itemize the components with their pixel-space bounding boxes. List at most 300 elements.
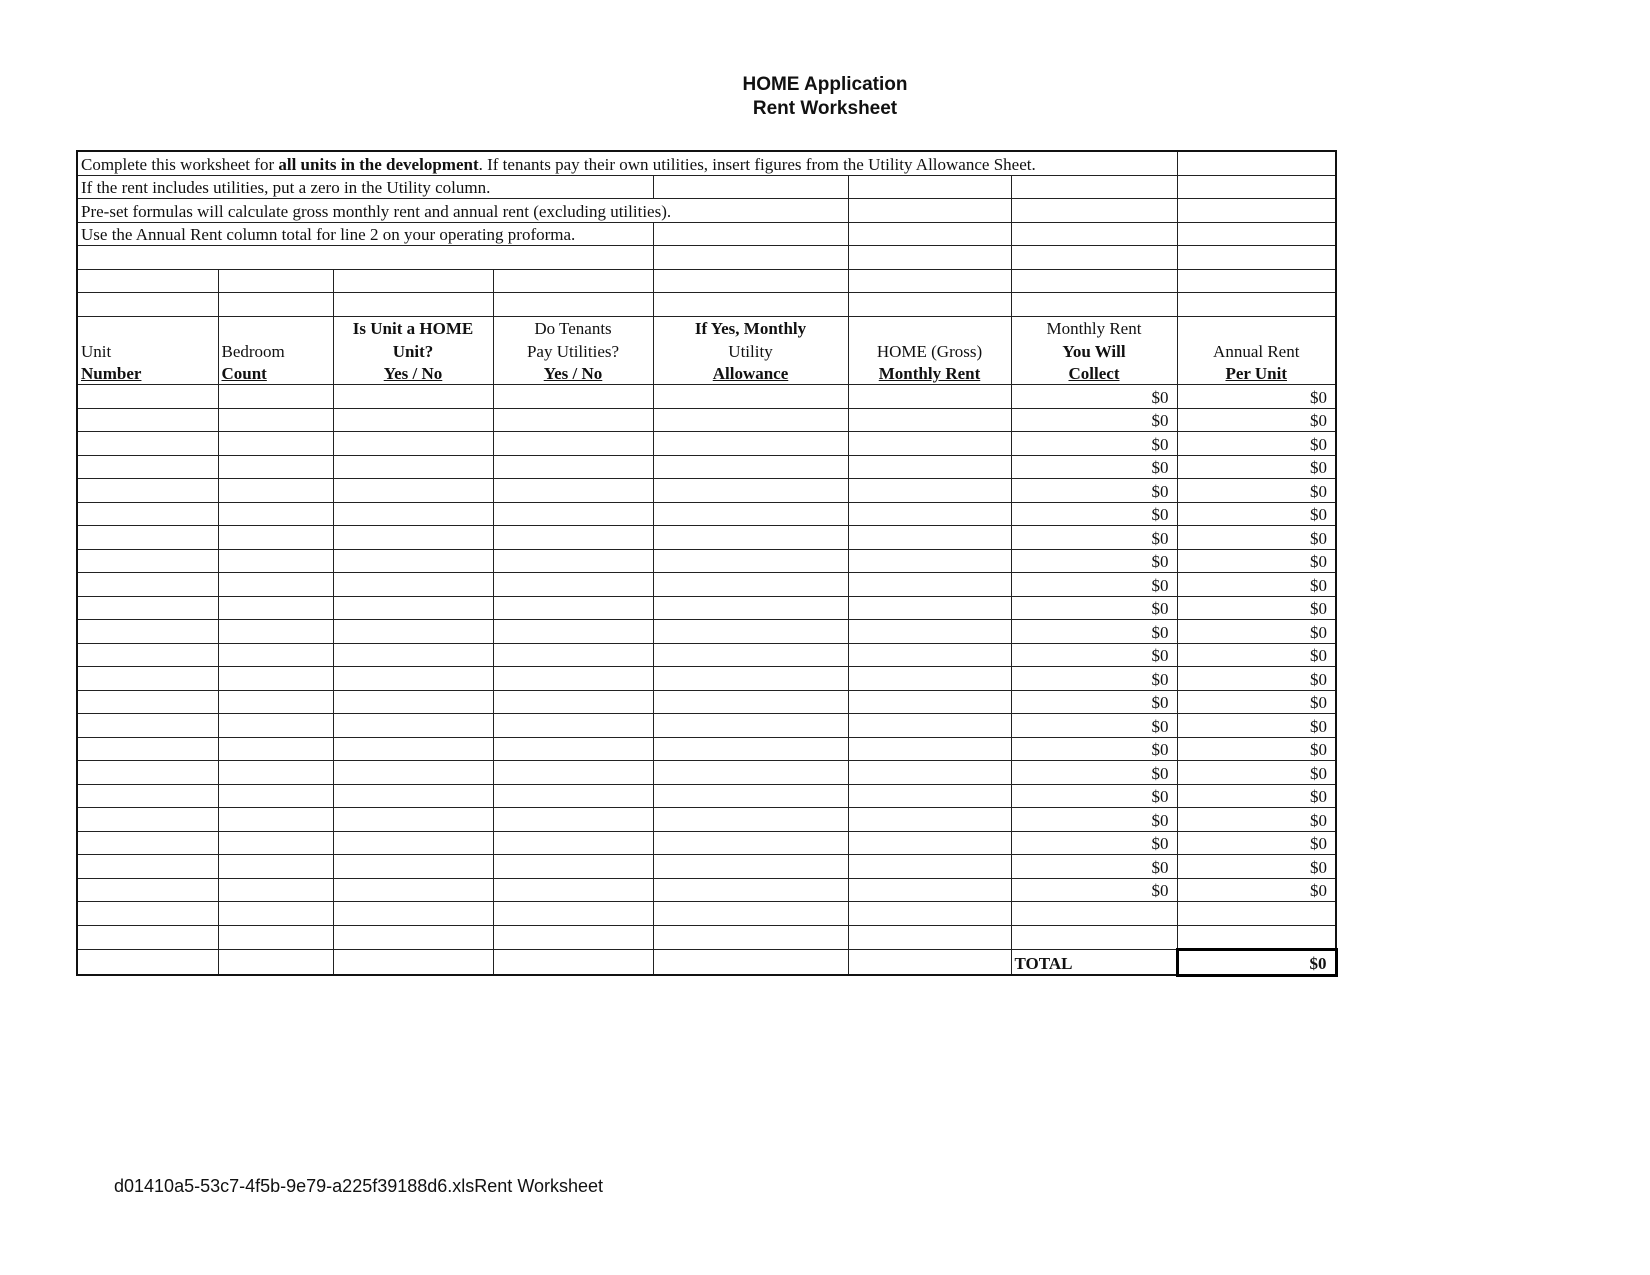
cell[interactable] xyxy=(848,199,1011,223)
annual-rent-cell: $0 xyxy=(1177,408,1336,432)
cell[interactable] xyxy=(1177,246,1336,270)
monthly-rent-collect-cell: $0 xyxy=(1011,690,1177,714)
header-tenants-l3: Yes / No xyxy=(493,362,653,385)
table-row xyxy=(77,784,1336,808)
input-cell[interactable] xyxy=(77,667,218,691)
monthly-rent-collect-cell: $0 xyxy=(1011,808,1177,832)
header-cell xyxy=(848,316,1011,339)
input-cell[interactable] xyxy=(333,385,493,409)
annual-rent-cell: $0 xyxy=(1177,526,1336,550)
input-cell[interactable] xyxy=(333,408,493,432)
input-cell[interactable] xyxy=(333,784,493,808)
header-annual-l3: Per Unit xyxy=(1177,362,1336,385)
input-cell[interactable] xyxy=(653,737,848,761)
header-annual-l2: Annual Rent xyxy=(1177,339,1336,362)
input-cell[interactable] xyxy=(493,596,653,620)
header-tenants-l1: Do Tenants xyxy=(493,316,653,339)
cell[interactable] xyxy=(1177,269,1336,293)
monthly-rent-collect-cell: $0 xyxy=(1011,479,1177,503)
monthly-rent-collect-cell: $0 xyxy=(1011,761,1177,785)
cell[interactable] xyxy=(333,269,493,293)
input-cell[interactable] xyxy=(493,502,653,526)
total-row xyxy=(77,950,1336,976)
table-row xyxy=(77,385,1336,409)
header-row-1 xyxy=(77,316,1336,339)
cell[interactable] xyxy=(493,950,653,976)
input-cell[interactable] xyxy=(218,385,333,409)
input-cell[interactable] xyxy=(653,643,848,667)
rent-worksheet-table xyxy=(76,150,1338,977)
input-cell[interactable] xyxy=(493,385,653,409)
monthly-rent-collect-cell: $0 xyxy=(1011,549,1177,573)
input-cell[interactable] xyxy=(333,502,493,526)
data-rows xyxy=(77,385,1336,902)
annual-rent-cell: $0 xyxy=(1177,831,1336,855)
input-cell[interactable] xyxy=(77,784,218,808)
cell[interactable] xyxy=(218,925,333,950)
header-gross-l2: HOME (Gross) xyxy=(848,339,1011,362)
table-row xyxy=(77,620,1336,644)
table-row xyxy=(77,761,1336,785)
header-utility-l1: If Yes, Monthly xyxy=(653,316,848,339)
input-cell[interactable] xyxy=(653,690,848,714)
input-cell[interactable] xyxy=(848,643,1011,667)
annual-rent-cell: $0 xyxy=(1177,432,1336,456)
annual-rent-cell: $0 xyxy=(1177,878,1336,902)
cell[interactable] xyxy=(77,293,218,317)
input-cell[interactable] xyxy=(333,831,493,855)
cell[interactable] xyxy=(1177,293,1336,317)
input-cell[interactable] xyxy=(653,808,848,832)
input-cell[interactable] xyxy=(77,526,218,550)
input-cell[interactable] xyxy=(77,761,218,785)
input-cell[interactable] xyxy=(77,831,218,855)
cell[interactable] xyxy=(333,950,493,976)
annual-rent-cell: $0 xyxy=(1177,502,1336,526)
blank-row xyxy=(77,246,1336,270)
cell[interactable] xyxy=(1011,269,1177,293)
input-cell[interactable] xyxy=(493,408,653,432)
header-utility-l2: Utility xyxy=(653,339,848,362)
input-cell[interactable] xyxy=(333,573,493,597)
annual-rent-cell: $0 xyxy=(1177,714,1336,738)
monthly-rent-collect-cell: $0 xyxy=(1011,432,1177,456)
input-cell[interactable] xyxy=(493,831,653,855)
header-home-unit-l3: Yes / No xyxy=(333,362,493,385)
table-row xyxy=(77,808,1336,832)
input-cell[interactable] xyxy=(848,408,1011,432)
input-cell[interactable] xyxy=(493,761,653,785)
instruction-line-1: Complete this worksheet for all units in the development. If tenants pay their own utilities, insert figures from the Utility Allowance Sheet. xyxy=(77,151,1177,175)
input-cell[interactable] xyxy=(333,761,493,785)
input-cell[interactable] xyxy=(218,526,333,550)
input-cell[interactable] xyxy=(493,455,653,479)
input-cell[interactable] xyxy=(653,620,848,644)
input-cell[interactable] xyxy=(653,455,848,479)
input-cell[interactable] xyxy=(848,878,1011,902)
input-cell[interactable] xyxy=(493,643,653,667)
cell[interactable] xyxy=(1177,151,1336,175)
input-cell[interactable] xyxy=(848,455,1011,479)
monthly-rent-collect-cell: $0 xyxy=(1011,667,1177,691)
input-cell[interactable] xyxy=(218,502,333,526)
input-cell[interactable] xyxy=(333,549,493,573)
input-cell[interactable] xyxy=(848,831,1011,855)
table-row xyxy=(77,667,1336,691)
cell[interactable] xyxy=(77,902,218,926)
instruction-row-4 xyxy=(77,222,1336,246)
total-label: TOTAL xyxy=(1011,950,1177,976)
input-cell[interactable] xyxy=(493,855,653,879)
header-collect-l3: Collect xyxy=(1011,362,1177,385)
input-cell[interactable] xyxy=(77,596,218,620)
annual-rent-cell: $0 xyxy=(1177,737,1336,761)
monthly-rent-collect-cell: $0 xyxy=(1011,596,1177,620)
input-cell[interactable] xyxy=(653,502,848,526)
input-cell[interactable] xyxy=(848,502,1011,526)
cell[interactable] xyxy=(653,246,848,270)
cell[interactable] xyxy=(848,222,1011,246)
cell[interactable] xyxy=(493,902,653,926)
input-cell[interactable] xyxy=(333,620,493,644)
header-row-2 xyxy=(77,339,1336,362)
table-row xyxy=(77,526,1336,550)
annual-rent-cell: $0 xyxy=(1177,855,1336,879)
cell[interactable] xyxy=(1011,175,1177,199)
cell[interactable] xyxy=(1011,246,1177,270)
cell[interactable] xyxy=(1011,925,1177,950)
file-footer: d01410a5-53c7-4f5b-9e79-a225f39188d6.xlsRent Worksheet xyxy=(114,1176,604,1196)
monthly-rent-collect-cell: $0 xyxy=(1011,502,1177,526)
annual-rent-cell: $0 xyxy=(1177,455,1336,479)
input-cell[interactable] xyxy=(77,432,218,456)
input-cell[interactable] xyxy=(848,596,1011,620)
annual-rent-cell: $0 xyxy=(1177,479,1336,503)
header-collect-l1: Monthly Rent xyxy=(1011,316,1177,339)
monthly-rent-collect-cell: $0 xyxy=(1011,714,1177,738)
input-cell[interactable] xyxy=(77,855,218,879)
input-cell[interactable] xyxy=(333,455,493,479)
table-row xyxy=(77,596,1336,620)
cell[interactable] xyxy=(218,902,333,926)
input-cell[interactable] xyxy=(333,855,493,879)
cell[interactable] xyxy=(1177,175,1336,199)
input-cell[interactable] xyxy=(493,432,653,456)
cell[interactable] xyxy=(848,175,1011,199)
blank-row xyxy=(77,269,1336,293)
table-row xyxy=(77,432,1336,456)
input-cell[interactable] xyxy=(333,526,493,550)
input-cell[interactable] xyxy=(218,761,333,785)
instruction-row-3 xyxy=(77,199,1336,223)
blank-row xyxy=(77,902,1336,926)
input-cell[interactable] xyxy=(218,737,333,761)
input-cell[interactable] xyxy=(218,408,333,432)
header-bedroom-l2: Bedroom xyxy=(218,339,333,362)
cell[interactable] xyxy=(333,925,493,950)
input-cell[interactable] xyxy=(77,714,218,738)
annual-rent-cell: $0 xyxy=(1177,761,1336,785)
input-cell[interactable] xyxy=(333,878,493,902)
monthly-rent-collect-cell: $0 xyxy=(1011,784,1177,808)
cell[interactable] xyxy=(1011,199,1177,223)
cell[interactable] xyxy=(1011,222,1177,246)
input-cell[interactable] xyxy=(653,855,848,879)
header-cell xyxy=(218,316,333,339)
table-row xyxy=(77,549,1336,573)
input-cell[interactable] xyxy=(848,667,1011,691)
header-gross-l3: Monthly Rent xyxy=(848,362,1011,385)
input-cell[interactable] xyxy=(848,573,1011,597)
input-cell[interactable] xyxy=(333,737,493,761)
input-cell[interactable] xyxy=(848,690,1011,714)
input-cell[interactable] xyxy=(848,714,1011,738)
table-row xyxy=(77,502,1336,526)
cell[interactable] xyxy=(77,269,218,293)
input-cell[interactable] xyxy=(333,690,493,714)
header-row-3 xyxy=(77,362,1336,385)
input-cell[interactable] xyxy=(493,573,653,597)
cell[interactable] xyxy=(848,246,1011,270)
input-cell[interactable] xyxy=(218,667,333,691)
input-cell[interactable] xyxy=(77,808,218,832)
cell[interactable] xyxy=(218,293,333,317)
annual-rent-cell: $0 xyxy=(1177,573,1336,597)
instruction-row-1 xyxy=(77,151,1336,175)
cell[interactable] xyxy=(77,925,218,950)
instruction-row-2 xyxy=(77,175,1336,199)
cell[interactable] xyxy=(653,269,848,293)
annual-rent-cell: $0 xyxy=(1177,596,1336,620)
header-unit-l2: Unit xyxy=(77,339,218,362)
table-row xyxy=(77,878,1336,902)
cell[interactable] xyxy=(77,246,653,270)
input-cell[interactable] xyxy=(218,643,333,667)
monthly-rent-collect-cell: $0 xyxy=(1011,408,1177,432)
input-cell[interactable] xyxy=(848,526,1011,550)
table-row xyxy=(77,855,1336,879)
header-bedroom-l3: Count xyxy=(218,362,333,385)
monthly-rent-collect-cell: $0 xyxy=(1011,385,1177,409)
input-cell[interactable] xyxy=(848,479,1011,503)
cell[interactable] xyxy=(653,175,848,199)
cell[interactable] xyxy=(333,293,493,317)
input-cell[interactable] xyxy=(218,596,333,620)
cell[interactable] xyxy=(653,222,848,246)
input-cell[interactable] xyxy=(653,526,848,550)
input-cell[interactable] xyxy=(333,667,493,691)
input-cell[interactable] xyxy=(653,714,848,738)
table-row xyxy=(77,690,1336,714)
total-annual-rent: $0 xyxy=(1177,950,1336,976)
instruction-line-4: Use the Annual Rent column total for line 2 on your operating proforma. xyxy=(77,222,653,246)
input-cell[interactable] xyxy=(848,855,1011,879)
blank-row xyxy=(77,925,1336,950)
table-row xyxy=(77,479,1336,503)
input-cell[interactable] xyxy=(218,831,333,855)
table-row xyxy=(77,737,1336,761)
monthly-rent-collect-cell: $0 xyxy=(1011,526,1177,550)
input-cell[interactable] xyxy=(333,643,493,667)
monthly-rent-collect-cell: $0 xyxy=(1011,737,1177,761)
monthly-rent-collect-cell: $0 xyxy=(1011,455,1177,479)
cell[interactable] xyxy=(1177,902,1336,926)
cell[interactable] xyxy=(77,950,218,976)
input-cell[interactable] xyxy=(333,808,493,832)
input-cell[interactable] xyxy=(77,479,218,503)
input-cell[interactable] xyxy=(77,643,218,667)
annual-rent-cell: $0 xyxy=(1177,690,1336,714)
input-cell[interactable] xyxy=(218,479,333,503)
input-cell[interactable] xyxy=(218,714,333,738)
input-cell[interactable] xyxy=(218,784,333,808)
input-cell[interactable] xyxy=(653,667,848,691)
input-cell[interactable] xyxy=(218,808,333,832)
cell[interactable] xyxy=(1177,199,1336,223)
header-unit-l3: Number xyxy=(77,362,218,385)
cell[interactable] xyxy=(218,950,333,976)
cell[interactable] xyxy=(218,269,333,293)
input-cell[interactable] xyxy=(653,385,848,409)
input-cell[interactable] xyxy=(333,714,493,738)
input-cell[interactable] xyxy=(218,455,333,479)
cell[interactable] xyxy=(1177,222,1336,246)
monthly-rent-collect-cell: $0 xyxy=(1011,643,1177,667)
input-cell[interactable] xyxy=(218,855,333,879)
input-cell[interactable] xyxy=(493,690,653,714)
annual-rent-cell: $0 xyxy=(1177,385,1336,409)
input-cell[interactable] xyxy=(77,408,218,432)
header-home-unit-l2: Unit? xyxy=(333,339,493,362)
input-cell[interactable] xyxy=(493,667,653,691)
input-cell[interactable] xyxy=(848,761,1011,785)
title-line-1: HOME Application xyxy=(742,74,908,95)
input-cell[interactable] xyxy=(653,479,848,503)
monthly-rent-collect-cell: $0 xyxy=(1011,831,1177,855)
worksheet-title xyxy=(0,73,1650,121)
cell[interactable] xyxy=(653,925,848,950)
cell[interactable] xyxy=(848,950,1011,976)
cell[interactable] xyxy=(848,269,1011,293)
header-cell xyxy=(1177,316,1336,339)
input-cell[interactable] xyxy=(218,878,333,902)
input-cell[interactable] xyxy=(493,878,653,902)
input-cell[interactable] xyxy=(653,596,848,620)
input-cell[interactable] xyxy=(848,784,1011,808)
monthly-rent-collect-cell: $0 xyxy=(1011,620,1177,644)
input-cell[interactable] xyxy=(493,479,653,503)
input-cell[interactable] xyxy=(848,549,1011,573)
instruction-line-3: Pre-set formulas will calculate gross monthly rent and annual rent (excluding utilities). xyxy=(77,199,848,223)
monthly-rent-collect-cell: $0 xyxy=(1011,855,1177,879)
blank-row xyxy=(77,293,1336,317)
input-cell[interactable] xyxy=(218,549,333,573)
monthly-rent-collect-cell: $0 xyxy=(1011,878,1177,902)
input-cell[interactable] xyxy=(218,432,333,456)
cell[interactable] xyxy=(653,293,848,317)
input-cell[interactable] xyxy=(333,596,493,620)
cell[interactable] xyxy=(848,925,1011,950)
input-cell[interactable] xyxy=(333,432,493,456)
annual-rent-cell: $0 xyxy=(1177,808,1336,832)
input-cell[interactable] xyxy=(493,526,653,550)
table-row xyxy=(77,643,1336,667)
input-cell[interactable] xyxy=(653,432,848,456)
cell[interactable] xyxy=(653,902,848,926)
cell[interactable] xyxy=(848,293,1011,317)
input-cell[interactable] xyxy=(218,573,333,597)
input-cell[interactable] xyxy=(77,690,218,714)
input-cell[interactable] xyxy=(77,455,218,479)
input-cell[interactable] xyxy=(77,878,218,902)
input-cell[interactable] xyxy=(493,549,653,573)
annual-rent-cell: $0 xyxy=(1177,549,1336,573)
input-cell[interactable] xyxy=(653,549,848,573)
cell[interactable] xyxy=(848,902,1011,926)
cell[interactable] xyxy=(1177,925,1336,950)
input-cell[interactable] xyxy=(77,620,218,644)
input-cell[interactable] xyxy=(493,620,653,644)
input-cell[interactable] xyxy=(493,737,653,761)
input-cell[interactable] xyxy=(77,502,218,526)
table-row xyxy=(77,831,1336,855)
cell[interactable] xyxy=(1011,902,1177,926)
table-row xyxy=(77,408,1336,432)
input-cell[interactable] xyxy=(653,761,848,785)
input-cell[interactable] xyxy=(493,808,653,832)
annual-rent-cell: $0 xyxy=(1177,620,1336,644)
input-cell[interactable] xyxy=(653,573,848,597)
input-cell[interactable] xyxy=(77,573,218,597)
table-row xyxy=(77,714,1336,738)
annual-rent-cell: $0 xyxy=(1177,643,1336,667)
input-cell[interactable] xyxy=(653,878,848,902)
input-cell[interactable] xyxy=(653,784,848,808)
input-cell[interactable] xyxy=(848,385,1011,409)
cell[interactable] xyxy=(493,269,653,293)
header-tenants-l2: Pay Utilities? xyxy=(493,339,653,362)
input-cell[interactable] xyxy=(77,385,218,409)
cell[interactable] xyxy=(653,950,848,976)
cell[interactable] xyxy=(493,293,653,317)
header-home-unit-l1: Is Unit a HOME xyxy=(333,316,493,339)
monthly-rent-collect-cell: $0 xyxy=(1011,573,1177,597)
input-cell[interactable] xyxy=(848,432,1011,456)
title-line-2: Rent Worksheet xyxy=(752,98,898,119)
input-cell[interactable] xyxy=(848,620,1011,644)
input-cell[interactable] xyxy=(77,737,218,761)
input-cell[interactable] xyxy=(493,784,653,808)
input-cell[interactable] xyxy=(653,831,848,855)
input-cell[interactable] xyxy=(218,620,333,644)
instruction-line-2: If the rent includes utilities, put a zero in the Utility column. xyxy=(77,175,653,199)
input-cell[interactable] xyxy=(653,408,848,432)
input-cell[interactable] xyxy=(333,479,493,503)
cell[interactable] xyxy=(1011,293,1177,317)
input-cell[interactable] xyxy=(77,549,218,573)
cell[interactable] xyxy=(333,902,493,926)
header-utility-l3: Allowance xyxy=(653,362,848,385)
input-cell[interactable] xyxy=(493,714,653,738)
cell[interactable] xyxy=(493,925,653,950)
input-cell[interactable] xyxy=(218,690,333,714)
input-cell[interactable] xyxy=(848,737,1011,761)
header-collect-l2: You Will xyxy=(1011,339,1177,362)
input-cell[interactable] xyxy=(848,808,1011,832)
table-row xyxy=(77,573,1336,597)
annual-rent-cell: $0 xyxy=(1177,784,1336,808)
header-cell xyxy=(77,316,218,339)
